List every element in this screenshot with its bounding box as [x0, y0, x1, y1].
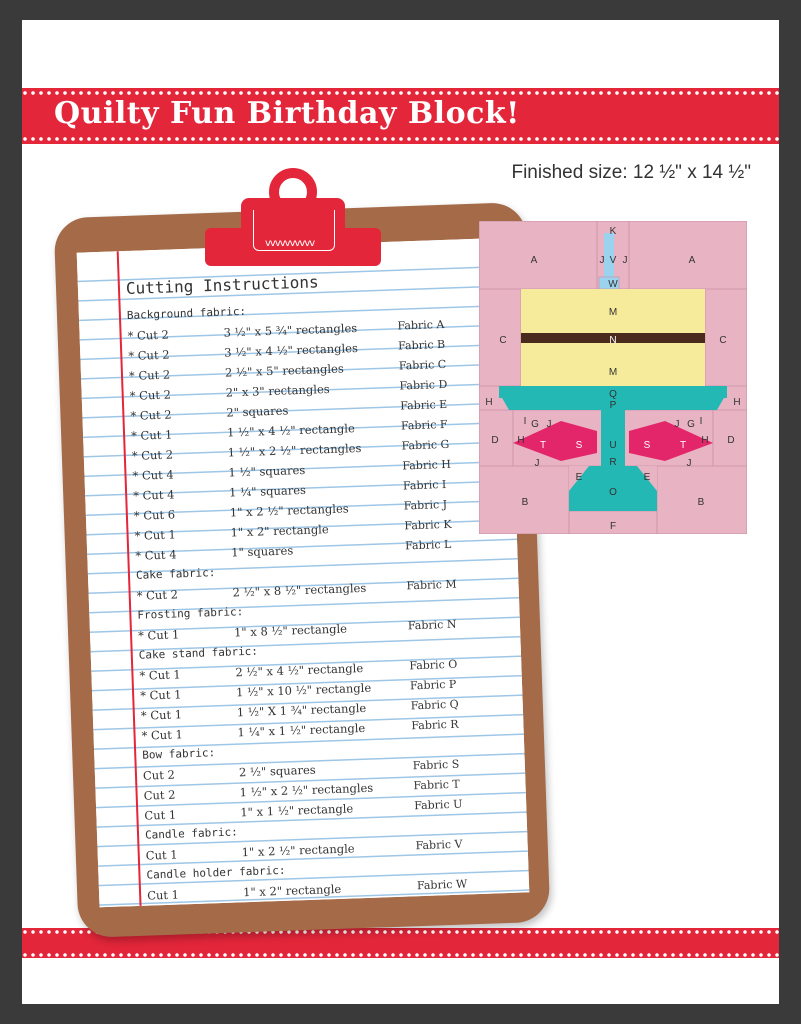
cut-quantity: * Cut 2: [136, 587, 179, 603]
block-piece-label: M: [608, 367, 618, 378]
block-piece-label: J: [622, 255, 628, 266]
cut-quantity: * Cut 2: [128, 367, 171, 383]
block-piece-label: B: [521, 497, 529, 508]
cutting-row: [138, 616, 508, 647]
cut-quantity: * Cut 2: [131, 447, 174, 463]
block-piece-label: F: [609, 521, 617, 532]
cut-dimensions: 1 ½" x 2 ½" rectangles: [239, 780, 374, 800]
fabric-letter: Fabric S: [412, 757, 460, 773]
cut-dimensions: 2 ½" x 5" rectangles: [224, 361, 344, 380]
fabric-letter: Fabric K: [404, 517, 452, 533]
block-piece-label: R: [609, 457, 617, 468]
cut-dimensions: 2 ½" x 4 ½" rectangle: [235, 660, 364, 680]
fabric-letter: Fabric T: [413, 777, 460, 793]
block-piece-label: J: [546, 419, 552, 430]
block-piece-label: E: [575, 472, 583, 483]
section-label: Cake fabric:: [135, 566, 216, 582]
cut-quantity: Cut 2: [143, 787, 176, 803]
cut-quantity: * Cut 1: [141, 727, 184, 743]
cut-dimensions: 2" x 3" rectangles: [225, 381, 330, 400]
block-piece-label: E: [643, 472, 651, 483]
cut-quantity: * Cut 1: [139, 687, 182, 703]
cut-dimensions: 1 ½" x 4 ½" rectangle: [226, 421, 355, 440]
cut-dimensions: 1" x 1 ½" rectangle: [240, 801, 354, 820]
block-piece-label: S: [643, 440, 651, 451]
cutting-row: [136, 576, 506, 607]
fabric-letter: Fabric Q: [410, 697, 459, 713]
fabric-letter: Fabric O: [409, 657, 458, 673]
block-piece-label: H: [733, 397, 741, 408]
block-piece-label: H: [701, 435, 709, 446]
cut-quantity: * Cut 4: [132, 487, 175, 503]
block-piece-label: J: [534, 458, 540, 469]
fabric-letter: Fabric G: [401, 437, 450, 453]
block-piece-label: I: [523, 416, 527, 427]
block-piece-label: H: [517, 435, 525, 446]
section-label: Background fabric:: [126, 304, 247, 322]
cut-quantity: * Cut 4: [132, 467, 174, 483]
fabric-letter: Fabric N: [407, 617, 457, 633]
block-piece-label: J: [686, 458, 692, 469]
block-piece-label: P: [609, 400, 617, 411]
block-piece-label: J: [599, 255, 605, 266]
block-piece-label: S: [575, 440, 583, 451]
block-piece-label: K: [609, 226, 617, 237]
block-piece-label: B: [697, 497, 705, 508]
cut-dimensions: 2 ½" squares: [238, 762, 316, 780]
cut-dimensions: 1" squares: [231, 543, 294, 560]
cut-quantity: * Cut 1: [137, 627, 180, 643]
fabric-letter: Fabric U: [413, 797, 463, 813]
cut-quantity: * Cut 2: [130, 407, 172, 423]
fabric-letter: Fabric I: [402, 477, 447, 493]
cut-dimensions: 1 ½" X 1 ¾" rectangle: [236, 700, 367, 720]
block-piece-label: J: [674, 419, 680, 430]
cake-bottom: [521, 343, 705, 386]
fabric-letter: Fabric J: [403, 497, 448, 513]
section-label: Candle fabric:: [144, 825, 238, 842]
block-piece-label: I: [699, 416, 703, 427]
cut-dimensions: 3 ½" x 5 ¾" rectangles: [223, 320, 358, 340]
block-piece-label: V: [609, 255, 617, 266]
fabric-letter: Fabric E: [400, 397, 448, 413]
cut-quantity: Cut 1: [146, 887, 180, 903]
fabric-letter: Fabric R: [411, 717, 459, 733]
cut-quantity: * Cut 1: [140, 707, 183, 723]
finished-size: Finished size: 12 ½" x 14 ½": [511, 162, 751, 183]
fabric-letter: Fabric L: [404, 537, 452, 553]
cut-quantity: Cut 2: [142, 767, 176, 783]
block-piece-label: A: [688, 255, 696, 266]
block-piece-label: T: [679, 440, 687, 451]
clip-zigzag: vvvvvvvvvv: [265, 238, 315, 249]
block-piece-label: D: [491, 435, 499, 446]
cut-quantity: * Cut 2: [127, 327, 170, 343]
cutting-row: [146, 836, 516, 867]
cut-dimensions: 1" x 2" rectangle: [242, 881, 342, 900]
cut-quantity: * Cut 2: [128, 347, 170, 363]
fabric-letter: Fabric C: [398, 357, 447, 373]
block-piece-label: G: [687, 419, 695, 430]
section-label: Bow fabric:: [142, 746, 216, 762]
block-piece-label: C: [499, 335, 507, 346]
cutting-sheet: [77, 238, 530, 908]
cut-dimensions: 2 ½" x 8 ½" rectangles: [232, 580, 367, 600]
cut-quantity: * Cut 4: [135, 547, 177, 563]
cut-dimensions: 1" x 2 ½" rectangle: [241, 841, 355, 860]
block-piece-label: G: [531, 419, 539, 430]
cut-dimensions: 1 ½" squares: [228, 462, 306, 480]
cut-dimensions: 1" x 2" rectangle: [230, 522, 329, 540]
fabric-letter: Fabric B: [397, 337, 446, 353]
cut-quantity: * Cut 6: [133, 507, 176, 523]
cutting-title: Cutting Instructions: [125, 272, 319, 298]
fabric-letter: Fabric W: [416, 877, 468, 893]
block-piece-label: A: [530, 255, 538, 266]
block-piece-label: O: [609, 487, 617, 498]
birthday-block-diagram: [479, 221, 747, 534]
cut-dimensions: 1" x 8 ½" rectangle: [233, 621, 348, 640]
cut-quantity: Cut 1: [144, 807, 177, 823]
block-piece-label: N: [609, 335, 617, 346]
clipboard-clip: [205, 168, 381, 274]
cut-dimensions: 2" squares: [226, 403, 289, 420]
block-piece-label: U: [609, 440, 617, 451]
fabric-letter: Fabric D: [399, 377, 448, 393]
cut-dimensions: 1 ½" x 10 ½" rectangle: [235, 680, 372, 700]
cut-quantity: * Cut 1: [134, 527, 177, 543]
fabric-letter: Fabric H: [402, 457, 452, 473]
section-label: Cake stand fabric:: [138, 644, 259, 662]
section-label: Frosting fabric:: [137, 605, 244, 622]
cut-dimensions: 1 ¼" x 1 ½" rectangle: [237, 720, 366, 740]
cut-dimensions: 1 ¼" squares: [228, 482, 307, 500]
block-piece-label: W: [608, 279, 618, 290]
cut-dimensions: 1 ½" x 2 ½" rectangles: [227, 440, 362, 460]
fabric-letter: Fabric V: [415, 837, 463, 853]
cut-dimensions: 3 ½" x 4 ½" rectangles: [224, 340, 359, 360]
block-piece-label: T: [539, 440, 547, 451]
cut-quantity: Cut 1: [145, 847, 178, 863]
block-piece-label: C: [719, 335, 727, 346]
cut-quantity: * Cut 1: [139, 667, 181, 683]
fabric-letter: Fabric A: [397, 317, 445, 333]
block-piece-label: H: [485, 397, 493, 408]
section-label: Candle holder fabric:: [146, 863, 286, 882]
fabric-letter: Fabric M: [406, 577, 457, 593]
cut-dimensions: 1" x 2 ½" rectangles: [229, 501, 349, 520]
fabric-letter: Fabric P: [409, 677, 457, 693]
block-piece-label: D: [727, 435, 735, 446]
page-title: Quilty Fun Birthday Block!: [54, 96, 520, 131]
cut-quantity: * Cut 2: [129, 387, 172, 403]
block-piece-label: M: [608, 307, 618, 318]
fabric-letter: Fabric F: [400, 417, 448, 433]
title-banner: [22, 88, 779, 144]
cut-quantity: * Cut 1: [130, 427, 173, 443]
block-piece-label: Q: [609, 389, 617, 400]
